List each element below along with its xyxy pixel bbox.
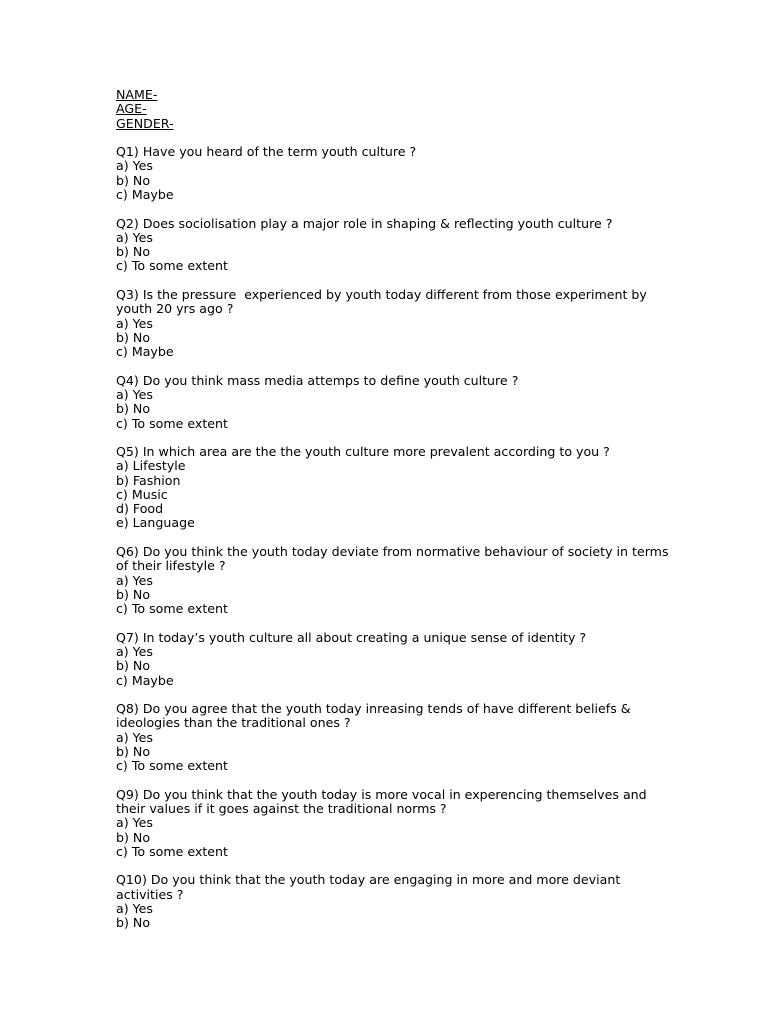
answer-option: a) Yes <box>116 815 153 831</box>
question-text: Q10) Do you think that the youth today are engaging in more and more deviant activities ? <box>116 872 625 902</box>
answer-option: b) No <box>116 329 151 345</box>
answer-option: c) Music <box>116 486 168 502</box>
answer-option: c) To some extent <box>116 758 228 774</box>
answer-option: a) Yes <box>116 386 153 402</box>
answer-option: a) Yes <box>116 315 153 331</box>
question-text: Q8) Do you agree that the youth today inreasing tends of have different beliefs & ideologies than the traditional ones ? <box>116 701 635 731</box>
answer-option: a) Yes <box>116 729 153 745</box>
question-text: Q6) Do you think the youth today deviate from normative behaviour of society in terms of their lifestyle ? <box>116 543 673 574</box>
age-label: AGE- <box>116 101 147 117</box>
question-list <box>116 145 676 930</box>
answer-option: a) Lifestyle <box>116 458 186 474</box>
answer-option: e) Language <box>116 515 195 531</box>
question-text: Q2) Does sociolisation play a major role in shaping & reflecting youth culture ? <box>116 215 613 231</box>
answer-option: c) Maybe <box>116 344 174 360</box>
answer-option: a) Yes <box>116 572 153 588</box>
question-block <box>116 445 676 531</box>
answer-option: a) Yes <box>116 643 153 659</box>
question-block <box>116 288 676 359</box>
answer-option: b) No <box>116 244 151 260</box>
question-block <box>116 217 676 274</box>
question-block <box>116 145 676 202</box>
name-label: NAME- <box>116 87 158 102</box>
question-block <box>116 788 676 859</box>
answer-option: c) Maybe <box>116 672 174 688</box>
answer-option: c) To some extent <box>116 843 228 859</box>
answer-option: c) Maybe <box>116 187 174 203</box>
question-block <box>116 545 676 616</box>
answer-option: b) No <box>116 658 151 674</box>
gender-label: GENDER- <box>116 115 174 131</box>
answer-option: c) To some extent <box>116 258 228 274</box>
question-text: Q3) Is the pressure experienced by youth today different from those experiment by youth 20 yrs ago ? <box>116 286 651 317</box>
answer-option: b) No <box>116 172 151 188</box>
question-text: Q1) Have you heard of the term youth culture ? <box>116 144 417 160</box>
answer-option: b) No <box>116 743 151 759</box>
question-text: Q7) In today’s youth culture all about creating a unique sense of identity ? <box>116 629 587 645</box>
answer-option: a) Yes <box>116 158 153 174</box>
answer-option: a) Yes <box>116 229 153 245</box>
answer-option: b) Fashion <box>116 472 181 488</box>
question-block <box>116 873 676 930</box>
respondent-details <box>116 88 676 131</box>
question-block <box>116 374 676 431</box>
answer-option: b) No <box>116 401 151 417</box>
answer-option: c) To some extent <box>116 415 228 431</box>
questionnaire-page <box>116 88 676 945</box>
question-block <box>116 631 676 688</box>
answer-option: b) No <box>116 915 151 931</box>
answer-option: d) Food <box>116 501 164 517</box>
question-block <box>116 702 676 773</box>
answer-option: a) Yes <box>116 900 153 916</box>
answer-option: c) To some extent <box>116 601 228 617</box>
question-text: Q5) In which area are the the youth culture more prevalent according to you ? <box>116 443 610 459</box>
question-text: Q9) Do you think that the youth today is more vocal in experencing themselves and their values if it goes against the traditional norms ? <box>116 786 651 816</box>
question-text: Q4) Do you think mass media attemps to define youth culture ? <box>116 372 519 388</box>
answer-option: b) No <box>116 829 151 845</box>
answer-option: b) No <box>116 586 151 602</box>
